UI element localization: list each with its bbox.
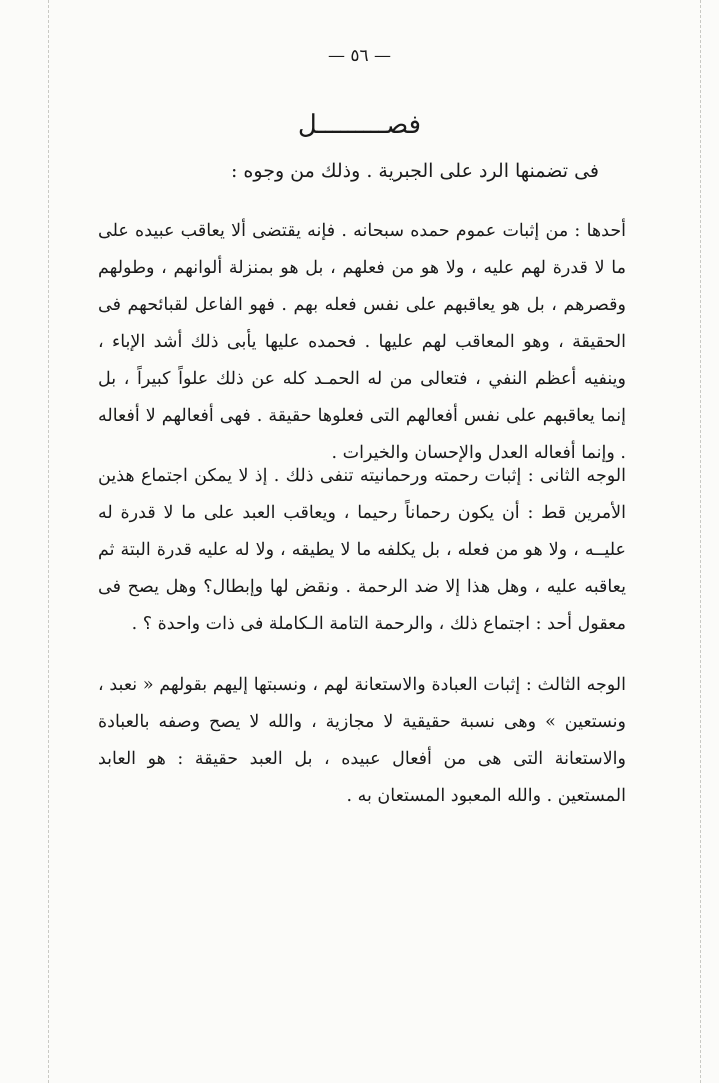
page-number: — ٥٦ —: [327, 46, 392, 66]
paragraph-first-aspect: أحدها : من إثبات عموم حمده سبحانه . فإنه يقتضى ألا يعاقب عبيده على ما لا قدرة لهم عليه ، ولا هو من فعلهم ، بل هو بمنزلة ألوانهم ، وطولهم وقصرهم ، بل هو يعاقبهم على نفس فعله بهم . فهو الفاعل لقبائحهم فى الحقيقة ، وهو المعاقب لهم عليها . فحمده عليها يأبى ذلك أشد الإباء ، وينفيه أعظم النفي ، فتعالى من له الحمـد كله عن ذلك علواً كبيراً ، بل إنما يعاقبهم على نفس أفعالهم التى فعلوها حقيقة . فهى أفعالهم لا أفعاله . وإنما أفعاله العدل والإحسان والخيرات .: [98, 221, 626, 463]
section-subtitle: فى تضمنها الرد على الجبرية . وذلك من وجوه :: [230, 160, 599, 182]
section-title: فصـــــــــل: [297, 110, 422, 140]
paragraph-third-aspect: الوجه الثالث : إثبات العبادة والاستعانة لهم ، ونسبتها إليهم بقولهم « نعبد ، ونستعين » وهى نسبة حقيقية لا مجازية ، والله لا يصح وصفه بالعبادة والاستعانة التى هى من أفعال عبيده ، بل العبد حقيقة : هو العابد المستعين . والله المعبود المستعان به .: [98, 675, 626, 806]
paragraph-second-aspect: الوجه الثانى : إثبات رحمته ورحمانيته تنفى ذلك . إذ لا يمكن اجتماع هذين الأمرين قط : أن يكون رحماناً رحيما ، ويعاقب العبد على ما لا قدرة له عليــه ، ولا هو من فعله ، بل يكلفه ما لا يطيقه ، ولا له عليه قدرة البتة ثم يعاقبه عليه ، وهل هذا إلا ضد الرحمة . ونقض لها وإبطال؟ وهل يصح فى معقول أحد : اجتماع ذلك ، والرحمة التامة الـكاملة فى ذات واحدة ؟ .: [98, 466, 626, 634]
page-edge-right: [700, 0, 701, 1083]
page-edge-left: [48, 0, 49, 1083]
